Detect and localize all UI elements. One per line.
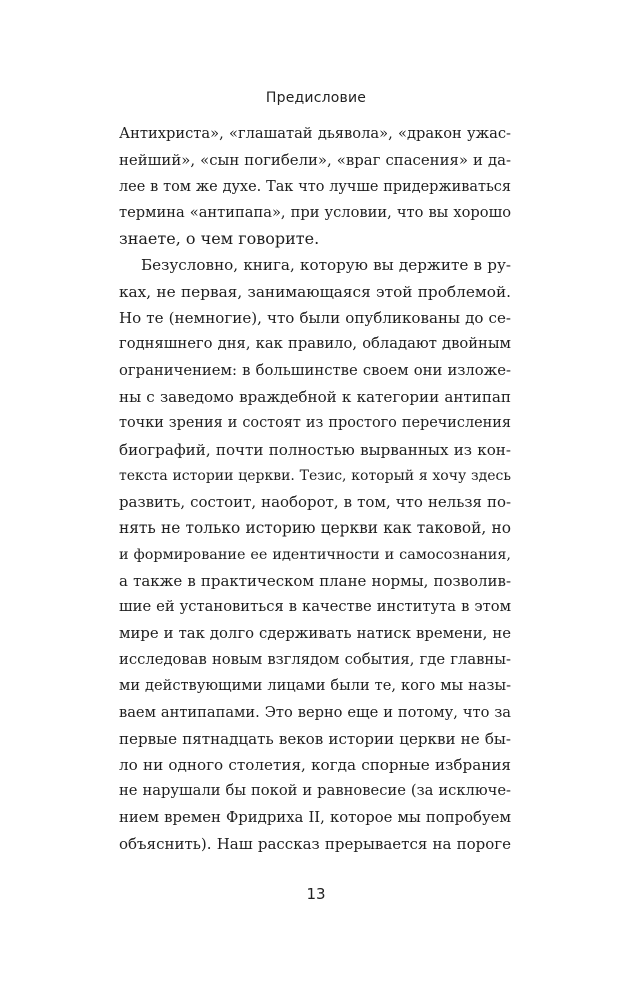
text-line: ваем антипапами. Это верно еще и потому, что за [119,703,511,721]
text-line: а также в практическом плане нормы, позволив- [119,572,511,591]
text-line: объяснить). Наш рассказ прерывается на пороге [119,835,511,854]
page-number: 13 [306,885,326,903]
text-line: не нарушали бы покой и равновесие (за исключе- [119,782,511,800]
text-line: нять не только историю церкви как таковой, но [119,519,511,538]
text-line: термина «антипапа», при условии, что вы хорошо [119,203,511,221]
text-line: годняшнего дня, как правило, обладают двойным [119,335,511,353]
text-line: знаете, о чем говорите. [119,229,320,249]
text-line: ках, не первая, занимающаяся этой проблемой. [119,282,511,301]
running-head: Предисловие [265,90,367,106]
text-line: Антихриста», «глашатай дьявола», «дракон ужас- [119,125,511,142]
text-line: биографий, почти полностью вырванных из кон- [119,440,511,459]
text-line: нейший», «сын погибели», «враг спасения» и да- [119,151,511,170]
text-line: нием времен Фридриха II, которое мы попробуем [119,808,511,826]
text-line: мире и так долго сдерживать натиск времени, не [119,624,511,642]
text-line: лее в том же духе. Так что лучше придерживаться [119,178,511,195]
text-line: первые пятнадцать веков истории церкви не бы- [119,729,511,748]
text-line: ны с заведомо враждебной к категории антипап [119,387,511,406]
text-line: ограничением: в большинстве своем они изложе- [119,361,511,379]
text-line: текста истории церкви. Тезис, который я хочу здесь [119,467,511,484]
text-line: исследовав новым взглядом события, где главны- [119,650,511,668]
text-line: Но те (немногие), что были опубликованы до се- [119,309,511,328]
text-line: точки зрения и состоят из простого перечисления [119,415,511,432]
body-text [119,121,511,857]
text-line: Безусловно, книга, которую вы держите в ру- [141,256,511,275]
text-line: ми действующими лицами были те, кого мы назы- [119,677,511,695]
text-line: ло ни одного столетия, когда спорные избрания [119,756,511,775]
text-line: развить, состоит, наоборот, в том, что нельзя по- [119,493,511,512]
text-line: шие ей установиться в качестве института в этом [119,598,511,616]
text-line: и формирование ее идентичности и самосознания, [119,546,511,563]
